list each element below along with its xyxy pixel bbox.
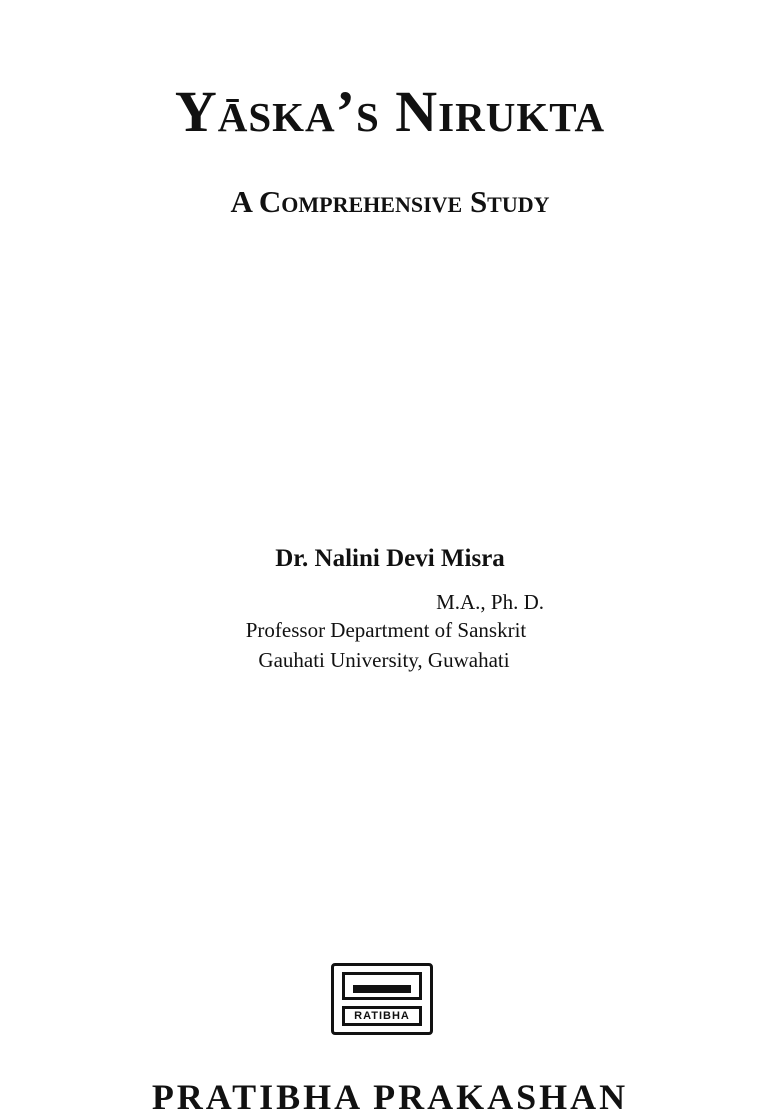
- logo-book-frame: [342, 972, 422, 1000]
- book-subtitle: A Comprehensive Study: [230, 184, 550, 219]
- publisher-logo-icon: [331, 963, 433, 1035]
- logo-wordmark: RATIBHA: [342, 1006, 422, 1026]
- author-name: Dr. Nalini Devi Misra: [275, 545, 505, 572]
- book-title: Yāska’s Nirukta: [174, 79, 606, 144]
- author-position: Professor Department of Sanskrit: [245, 618, 527, 642]
- author-degrees: M.A., Ph. D.: [436, 590, 544, 614]
- publisher-name: PRATIBHA PRAKASHAN: [151, 1077, 629, 1117]
- logo-book-bar: [353, 985, 411, 993]
- author-affiliation: Gauhati University, Guwahati: [258, 648, 510, 672]
